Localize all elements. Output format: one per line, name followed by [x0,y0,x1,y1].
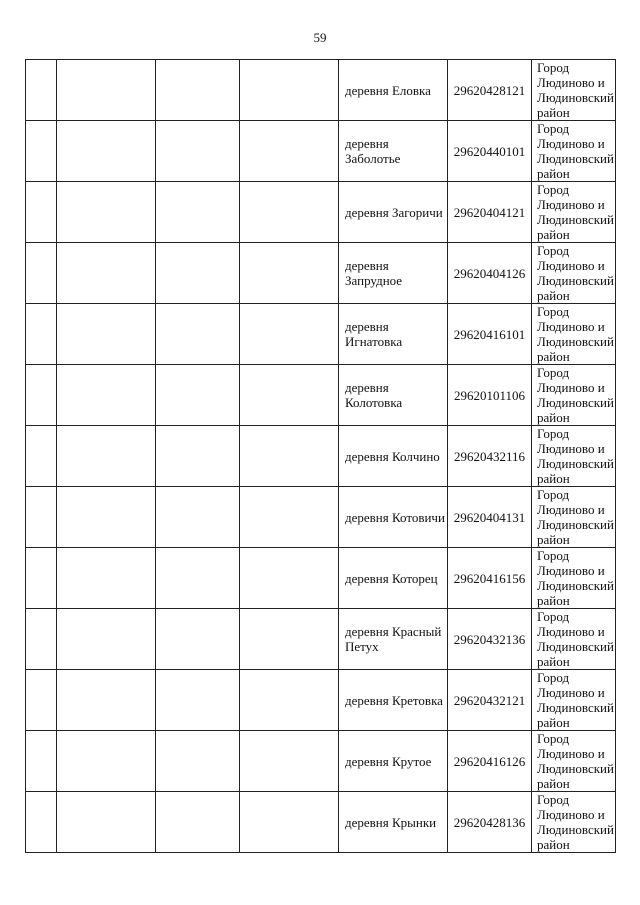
cell-index [26,426,57,487]
cell-empty [240,609,339,670]
cell-index [26,670,57,731]
cell-empty [156,731,240,792]
cell-empty [156,365,240,426]
cell-empty [240,731,339,792]
cell-empty [240,121,339,182]
settlement-name: деревня Еловка [339,60,448,121]
oktmo-code: 29620428121 [448,60,532,121]
settlement-name: деревня Запрудное [339,243,448,304]
table-row [26,487,616,548]
oktmo-code: 29620404126 [448,243,532,304]
cell-empty [240,548,339,609]
table-row [26,609,616,670]
oktmo-code: 29620432136 [448,609,532,670]
cell-empty [156,670,240,731]
table-row [26,182,616,243]
cell-index [26,304,57,365]
cell-empty [156,426,240,487]
table-row [26,243,616,304]
oktmo-code: 29620416126 [448,731,532,792]
oktmo-code: 29620416156 [448,548,532,609]
cell-empty [156,182,240,243]
district-name: Город Людиново и Людиновский район [532,792,616,853]
table-row [26,731,616,792]
district-name: Город Людиново и Людиновский район [532,548,616,609]
settlement-name: деревня Игнатовка [339,304,448,365]
settlement-name: деревня Крутое [339,731,448,792]
cell-empty [240,792,339,853]
cell-index [26,548,57,609]
settlement-name: деревня Колчино [339,426,448,487]
settlement-name: деревня Кретовка [339,670,448,731]
cell-index [26,365,57,426]
cell-empty [156,243,240,304]
oktmo-code: 29620440101 [448,121,532,182]
cell-empty [57,609,156,670]
settlement-name: деревня Крынки [339,792,448,853]
oktmo-code: 29620416101 [448,304,532,365]
cell-empty [240,60,339,121]
district-name: Город Людиново и Людиновский район [532,609,616,670]
oktmo-code: 29620101106 [448,365,532,426]
oktmo-code: 29620428136 [448,792,532,853]
page-number: 59 [313,30,327,45]
cell-index [26,60,57,121]
cell-empty [240,243,339,304]
table-row [26,548,616,609]
cell-index [26,487,57,548]
cell-empty [57,731,156,792]
cell-empty [156,121,240,182]
table-row [26,304,616,365]
cell-empty [57,365,156,426]
cell-empty [57,426,156,487]
cell-empty [240,487,339,548]
table-row [26,60,616,121]
oktmo-code: 29620432116 [448,426,532,487]
settlement-name: деревня Котовичи [339,487,448,548]
settlement-name: деревня Которец [339,548,448,609]
cell-empty [156,60,240,121]
table-body [26,60,616,853]
table-row [26,426,616,487]
cell-index [26,609,57,670]
cell-empty [240,304,339,365]
cell-empty [57,487,156,548]
cell-empty [57,792,156,853]
table-row [26,365,616,426]
district-name: Город Людиново и Людиновский район [532,426,616,487]
district-name: Город Людиново и Людиновский район [532,365,616,426]
cell-index [26,243,57,304]
table-row [26,121,616,182]
cell-empty [57,182,156,243]
oktmo-code: 29620404131 [448,487,532,548]
cell-empty [240,670,339,731]
oktmo-code: 29620432121 [448,670,532,731]
cell-index [26,182,57,243]
table-row [26,792,616,853]
district-name: Город Людиново и Людиновский район [532,121,616,182]
district-name: Город Людиново и Людиновский район [532,182,616,243]
settlement-name: деревня Загоричи [339,182,448,243]
settlement-name: деревня Колотовка [339,365,448,426]
cell-empty [57,548,156,609]
settlement-name: деревня Красный Петух [339,609,448,670]
cell-empty [156,304,240,365]
cell-empty [57,304,156,365]
cell-empty [240,182,339,243]
cell-index [26,731,57,792]
table-row [26,670,616,731]
cell-empty [156,487,240,548]
cell-empty [57,670,156,731]
cell-empty [156,792,240,853]
oktmo-code: 29620404121 [448,182,532,243]
cell-empty [240,426,339,487]
cell-empty [156,609,240,670]
district-name: Город Людиново и Людиновский район [532,670,616,731]
settlement-name: деревня Заболотье [339,121,448,182]
cell-index [26,121,57,182]
cell-empty [240,365,339,426]
district-name: Город Людиново и Людиновский район [532,60,616,121]
district-name: Город Людиново и Людиновский район [532,243,616,304]
district-name: Город Людиново и Людиновский район [532,304,616,365]
settlement-table [25,59,616,853]
cell-empty [57,60,156,121]
cell-empty [156,548,240,609]
cell-index [26,792,57,853]
district-name: Город Людиново и Людиновский район [532,731,616,792]
cell-empty [57,243,156,304]
cell-empty [57,121,156,182]
district-name: Город Людиново и Людиновский район [532,487,616,548]
